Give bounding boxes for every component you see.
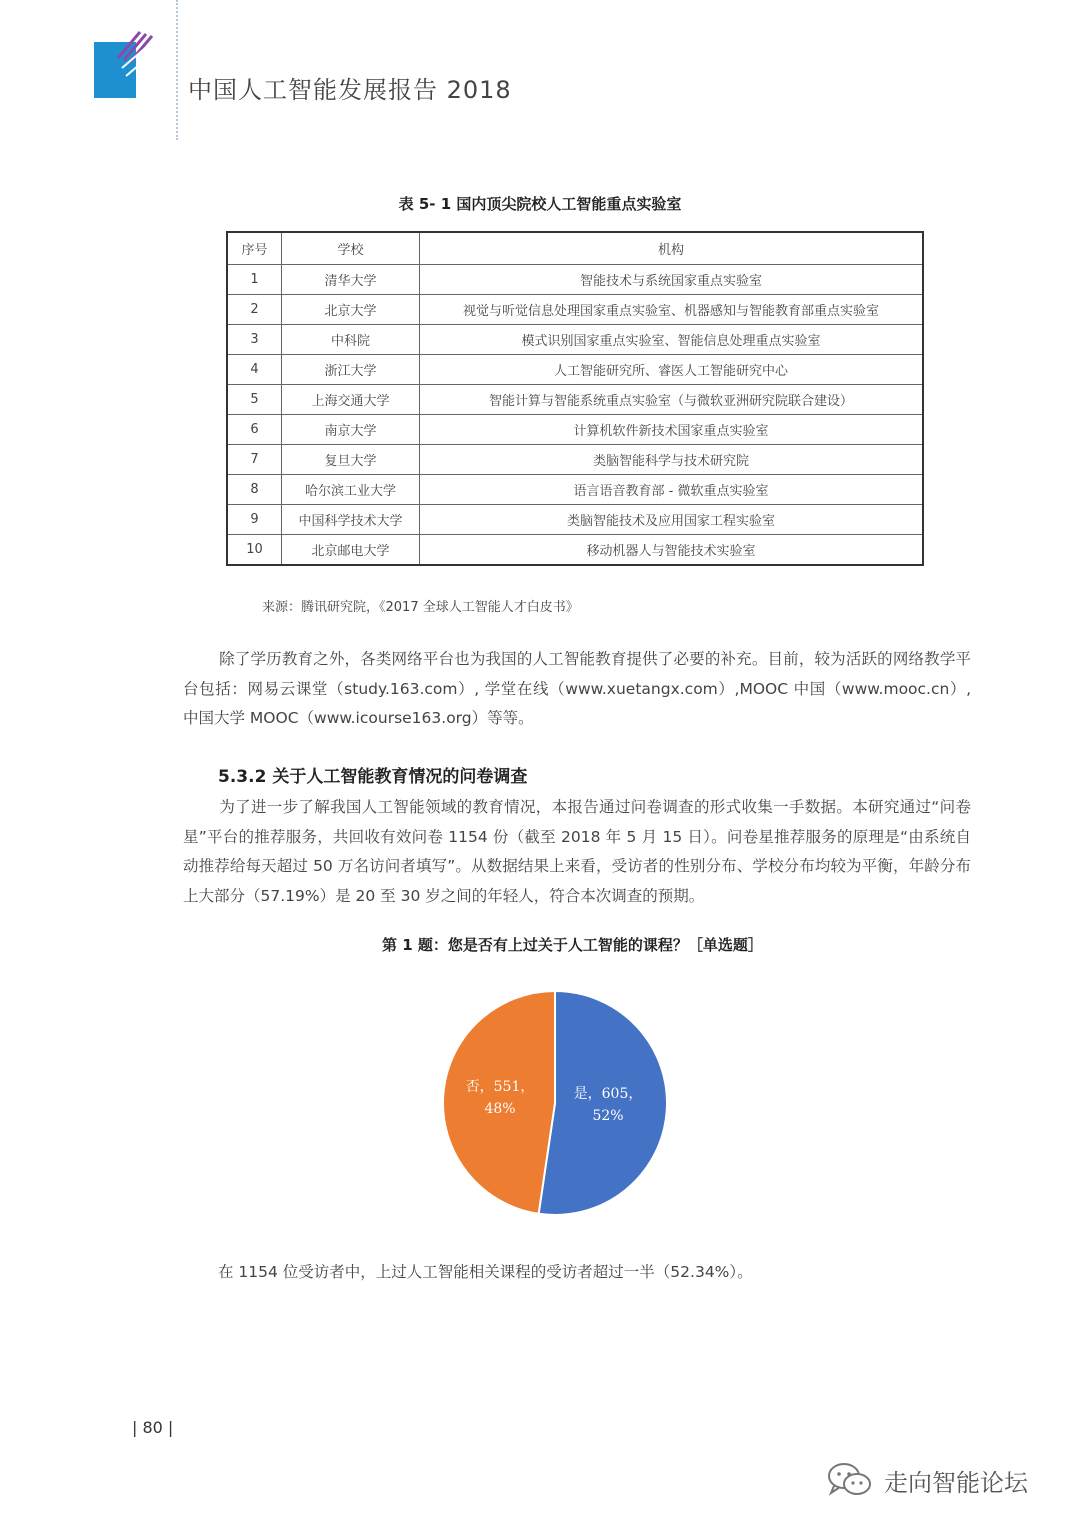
section-heading: 5.3.2 关于人工智能教育情况的问卷调查 xyxy=(218,767,528,787)
pie-label-yes-percent: 52% xyxy=(592,1108,624,1124)
pie-label-yes-count: 是，605， xyxy=(573,1086,643,1102)
table-row xyxy=(227,265,923,295)
pie-label-yes xyxy=(568,1083,648,1127)
row-number: 4 xyxy=(227,355,282,385)
row-institution: 类脑智能技术及应用国家工程实验室 xyxy=(420,505,924,535)
row-institution: 视觉与听觉信息处理国家重点实验室、机器感知与智能教育部重点实验室 xyxy=(420,295,924,325)
report-logo xyxy=(92,28,156,100)
row-number: 5 xyxy=(227,385,282,415)
row-number: 8 xyxy=(227,475,282,505)
table-row xyxy=(227,415,923,445)
row-school: 哈尔滨工业大学 xyxy=(282,475,420,505)
page-number: | 80 | xyxy=(132,1418,174,1437)
row-number: 9 xyxy=(227,505,282,535)
row-institution: 人工智能研究所、睿医人工智能研究中心 xyxy=(420,355,924,385)
pie-label-no-count: 否，551， xyxy=(465,1079,535,1095)
row-number: 1 xyxy=(227,265,282,295)
table-source: 来源：腾讯研究院，《2017 全球人工智能人才白皮书》 xyxy=(262,600,579,615)
watermark-text: 走向智能论坛 xyxy=(884,1468,1028,1497)
row-institution: 语言语音教育部 - 微软重点实验室 xyxy=(420,475,924,505)
table-row xyxy=(227,355,923,385)
column-header: 序号 xyxy=(227,232,282,265)
row-school: 北京邮电大学 xyxy=(282,535,420,566)
row-number: 7 xyxy=(227,445,282,475)
row-number: 3 xyxy=(227,325,282,355)
row-institution: 移动机器人与智能技术实验室 xyxy=(420,535,924,566)
table-row xyxy=(227,445,923,475)
column-header: 学校 xyxy=(282,232,420,265)
table-row xyxy=(227,505,923,535)
row-school: 中科院 xyxy=(282,325,420,355)
row-number: 6 xyxy=(227,415,282,445)
table-row xyxy=(227,325,923,355)
row-institution: 计算机软件新技术国家重点实验室 xyxy=(420,415,924,445)
survey-summary: 在 1154 位受访者中，上过人工智能相关课程的受访者超过一半（52.34%）。 xyxy=(218,1263,753,1281)
table-row xyxy=(227,385,923,415)
paragraph-survey xyxy=(183,793,971,911)
row-school: 中国科学技术大学 xyxy=(282,505,420,535)
header-divider xyxy=(176,0,178,140)
wechat-watermark xyxy=(826,1460,1028,1500)
table-caption: 表 5- 1 国内顶尖院校人工智能重点实验室 xyxy=(398,195,682,213)
paragraph-online-platforms xyxy=(183,645,971,734)
table-row xyxy=(227,295,923,325)
row-school: 清华大学 xyxy=(282,265,420,295)
row-school: 北京大学 xyxy=(282,295,420,325)
row-school: 南京大学 xyxy=(282,415,420,445)
pie-label-no xyxy=(460,1076,540,1120)
table-header-row xyxy=(227,232,923,265)
paragraph-text: 为了进一步了解我国人工智能领域的教育情况，本报告通过问卷调查的形式收集一手数据。本研究通过“问卷星”平台的推荐服务，共回收有效问卷 1154 份（截至 2018 年 5 月 15 日）。问卷星推荐服务的原理是“由系统自动推荐给每天超过 50 万名访问者填写”。从数据结果上来看，受访者的性别分布、学校分布均较为平衡，年龄分布上大部分（57.19%）是 20 至 30 岁之间的年轻人，符合本次调查的预期。 xyxy=(183,798,971,905)
row-number: 10 xyxy=(227,535,282,566)
row-number: 2 xyxy=(227,295,282,325)
column-header: 机构 xyxy=(420,232,924,265)
paragraph-text: 除了学历教育之外，各类网络平台也为我国的人工智能教育提供了必要的补充。目前，较为活跃的网络教学平台包括：网易云课堂（study.163.com）, 学堂在线（www.xuetangx.com）,MOOC 中国（www.mooc.cn）, 中国大学 MOOC（www.icourse163.org）等等。 xyxy=(183,650,971,727)
row-institution: 模式识别国家重点实验室、智能信息处理重点实验室 xyxy=(420,325,924,355)
labs-table xyxy=(226,231,924,566)
wechat-icon xyxy=(826,1460,874,1500)
row-school: 浙江大学 xyxy=(282,355,420,385)
question-title: 第 1 题：您是否有上过关于人工智能的课程？［单选题］ xyxy=(382,936,763,954)
row-institution: 智能技术与系统国家重点实验室 xyxy=(420,265,924,295)
row-institution: 智能计算与智能系统重点实验室（与微软亚洲研究院联合建设） xyxy=(420,385,924,415)
pie-label-no-percent: 48% xyxy=(484,1101,516,1117)
report-title: 中国人工智能发展报告 2018 xyxy=(188,76,512,104)
table-row xyxy=(227,535,923,566)
table-row xyxy=(227,475,923,505)
row-school: 复旦大学 xyxy=(282,445,420,475)
row-institution: 类脑智能科学与技术研究院 xyxy=(420,445,924,475)
row-school: 上海交通大学 xyxy=(282,385,420,415)
